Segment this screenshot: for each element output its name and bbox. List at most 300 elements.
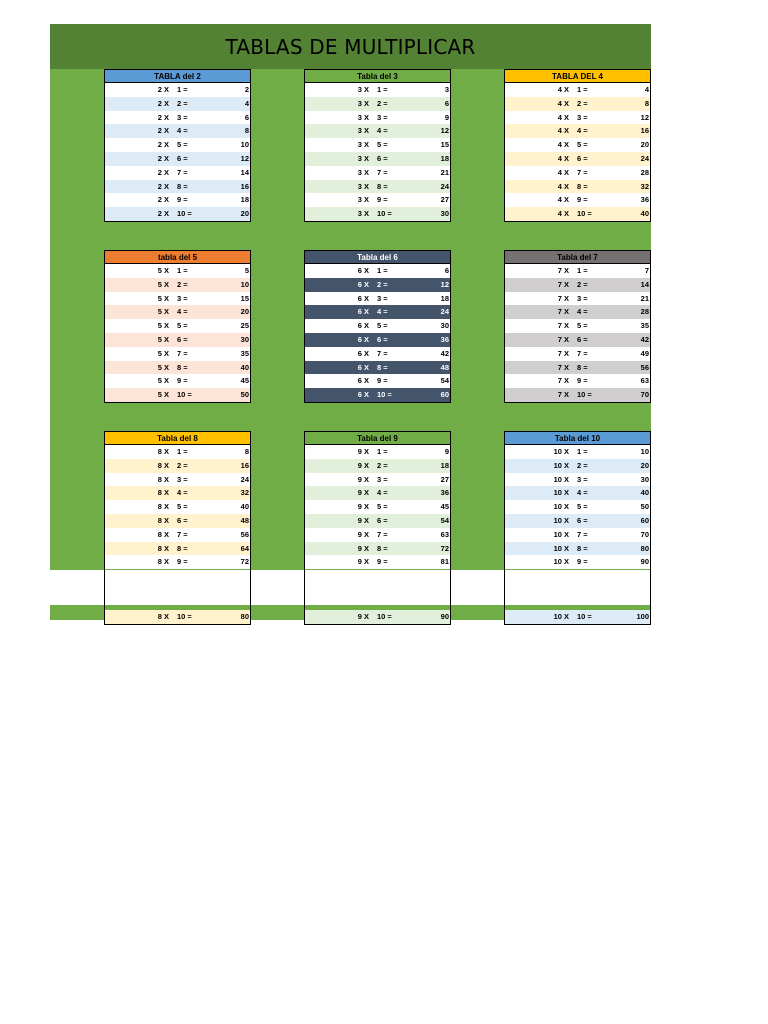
result-cell: 3 bbox=[444, 85, 449, 94]
multiplier-cell: 6 X bbox=[357, 334, 369, 344]
table-row bbox=[105, 180, 250, 194]
multiplier-cell: 5 X bbox=[157, 279, 169, 289]
multiplier-cell: 3 X bbox=[357, 126, 369, 136]
multiplier-cell: 4 X bbox=[557, 126, 569, 136]
multiplicand-cell: 3 = bbox=[577, 112, 588, 122]
multiplier-cell: 6 X bbox=[357, 293, 369, 303]
result-cell: 8 bbox=[244, 447, 249, 456]
table-row bbox=[505, 152, 650, 166]
multiplier-cell: 5 X bbox=[157, 266, 169, 275]
table-row bbox=[305, 500, 450, 514]
table-row bbox=[305, 278, 450, 292]
multiplicand-cell: 8 = bbox=[577, 181, 588, 191]
multiplicand-cell: 5 = bbox=[377, 140, 388, 150]
table-row bbox=[105, 193, 250, 207]
result-cell: 20 bbox=[640, 140, 649, 150]
multiplicand-cell: 2 = bbox=[377, 98, 388, 108]
multiplicand-cell: 9 = bbox=[577, 557, 588, 567]
table-row bbox=[505, 193, 650, 207]
result-cell: 16 bbox=[240, 460, 249, 470]
result-cell: 6 bbox=[244, 112, 249, 122]
multiplicand-cell: 8 = bbox=[377, 181, 388, 191]
multiplier-cell: 9 X bbox=[357, 557, 369, 567]
table-row bbox=[505, 486, 650, 500]
table-row bbox=[305, 138, 450, 152]
multiplicand-cell: 3 = bbox=[177, 293, 188, 303]
multiplier-cell: 8 X bbox=[157, 529, 169, 539]
table-row bbox=[505, 138, 650, 152]
result-cell: 90 bbox=[440, 612, 449, 622]
table-t6 bbox=[304, 250, 451, 403]
table-row bbox=[505, 305, 650, 319]
result-cell: 60 bbox=[440, 390, 449, 400]
multiplicand-cell: 1 = bbox=[377, 266, 388, 275]
multiplicand-cell: 4 = bbox=[177, 126, 188, 136]
table-row bbox=[105, 111, 250, 125]
result-cell: 40 bbox=[240, 362, 249, 372]
result-cell: 12 bbox=[440, 126, 449, 136]
result-cell: 15 bbox=[440, 140, 449, 150]
multiplicand-cell: 2 = bbox=[177, 460, 188, 470]
multiplier-cell: 3 X bbox=[357, 181, 369, 191]
multiplier-cell: 5 X bbox=[157, 348, 169, 358]
multiplier-cell: 2 X bbox=[157, 112, 169, 122]
multiplicand-cell: 9 = bbox=[377, 557, 388, 567]
table-row bbox=[305, 514, 450, 528]
multiplier-cell: 3 X bbox=[357, 153, 369, 163]
multiplier-cell: 4 X bbox=[557, 140, 569, 150]
result-cell: 42 bbox=[440, 348, 449, 358]
table-row bbox=[105, 542, 250, 556]
table-row bbox=[505, 374, 650, 388]
multiplier-cell: 7 X bbox=[557, 390, 569, 400]
table-row bbox=[105, 264, 250, 278]
result-cell: 30 bbox=[240, 334, 249, 344]
multiplicand-cell: 10 = bbox=[177, 612, 192, 622]
multiplicand-cell: 4 = bbox=[577, 126, 588, 136]
multiplier-cell: 6 X bbox=[357, 390, 369, 400]
table-row bbox=[505, 319, 650, 333]
result-cell: 20 bbox=[240, 307, 249, 317]
result-cell: 36 bbox=[640, 195, 649, 205]
multiplier-cell: 5 X bbox=[157, 334, 169, 344]
multiplier-cell: 10 X bbox=[553, 502, 569, 512]
multiplier-cell: 10 X bbox=[553, 447, 569, 456]
result-cell: 80 bbox=[240, 612, 249, 622]
result-cell: 40 bbox=[240, 502, 249, 512]
table-row bbox=[105, 292, 250, 306]
multiplicand-cell: 2 = bbox=[577, 279, 588, 289]
result-cell: 9 bbox=[444, 447, 449, 456]
result-cell: 63 bbox=[640, 376, 649, 386]
multiplier-cell: 2 X bbox=[157, 195, 169, 205]
table-row bbox=[505, 610, 650, 624]
table-row bbox=[505, 347, 650, 361]
multiplier-cell: 4 X bbox=[557, 195, 569, 205]
result-cell: 8 bbox=[644, 98, 649, 108]
multiplier-cell: 9 X bbox=[357, 612, 369, 622]
multiplier-cell: 3 X bbox=[357, 140, 369, 150]
multiplicand-cell: 7 = bbox=[577, 167, 588, 177]
table-row bbox=[305, 97, 450, 111]
result-cell: 4 bbox=[244, 98, 249, 108]
multiplier-cell: 2 X bbox=[157, 153, 169, 163]
result-cell: 50 bbox=[240, 390, 249, 400]
multiplicand-cell: 6 = bbox=[177, 153, 188, 163]
multiplier-cell: 10 X bbox=[553, 474, 569, 484]
result-cell: 18 bbox=[440, 293, 449, 303]
multiplier-cell: 7 X bbox=[557, 348, 569, 358]
result-cell: 20 bbox=[240, 209, 249, 219]
multiplier-cell: 2 X bbox=[157, 181, 169, 191]
multiplicand-cell: 10 = bbox=[577, 209, 592, 219]
result-cell: 6 bbox=[444, 266, 449, 275]
table-row bbox=[505, 333, 650, 347]
multiplier-cell: 6 X bbox=[357, 307, 369, 317]
result-cell: 18 bbox=[240, 195, 249, 205]
result-cell: 54 bbox=[440, 515, 449, 525]
table-row bbox=[105, 305, 250, 319]
table-row bbox=[505, 278, 650, 292]
multiplier-cell: 5 X bbox=[157, 321, 169, 331]
multiplicand-cell: 5 = bbox=[577, 140, 588, 150]
multiplicand-cell: 10 = bbox=[577, 612, 592, 622]
table-row bbox=[505, 166, 650, 180]
table-t8 bbox=[104, 431, 251, 625]
multiplier-cell: 7 X bbox=[557, 362, 569, 372]
result-cell: 30 bbox=[440, 321, 449, 331]
table-row bbox=[305, 207, 450, 221]
table-row bbox=[305, 473, 450, 487]
table-row bbox=[505, 459, 650, 473]
multiplicand-cell: 1 = bbox=[177, 85, 188, 94]
multiplier-cell: 10 X bbox=[553, 515, 569, 525]
multiplier-cell: 8 X bbox=[157, 502, 169, 512]
table-row bbox=[305, 166, 450, 180]
multiplicand-cell: 7 = bbox=[177, 167, 188, 177]
multiplicand-cell: 1 = bbox=[177, 447, 188, 456]
multiplier-cell: 8 X bbox=[157, 515, 169, 525]
multiplier-cell: 5 X bbox=[157, 376, 169, 386]
multiplier-cell: 10 X bbox=[553, 612, 569, 622]
result-cell: 40 bbox=[640, 488, 649, 498]
multiplicand-cell: 5 = bbox=[177, 321, 188, 331]
result-cell: 72 bbox=[440, 543, 449, 553]
result-cell: 18 bbox=[440, 460, 449, 470]
multiplicand-cell: 6 = bbox=[577, 515, 588, 525]
multiplicand-cell: 8 = bbox=[177, 362, 188, 372]
multiplicand-cell: 8 = bbox=[577, 362, 588, 372]
multiplicand-cell: 1 = bbox=[377, 85, 388, 94]
result-cell: 36 bbox=[440, 334, 449, 344]
table-row bbox=[505, 500, 650, 514]
table-row bbox=[305, 388, 450, 402]
result-cell: 49 bbox=[640, 348, 649, 358]
table-t9 bbox=[304, 431, 451, 625]
result-cell: 48 bbox=[240, 515, 249, 525]
multiplicand-cell: 9 = bbox=[377, 376, 388, 386]
result-cell: 10 bbox=[640, 447, 649, 456]
multiplier-cell: 4 X bbox=[557, 153, 569, 163]
multiplier-cell: 7 X bbox=[557, 334, 569, 344]
table-row bbox=[105, 388, 250, 402]
table-row bbox=[305, 347, 450, 361]
multiplicand-cell: 3 = bbox=[377, 474, 388, 484]
multiplier-cell: 2 X bbox=[157, 126, 169, 136]
result-cell: 14 bbox=[640, 279, 649, 289]
result-cell: 32 bbox=[640, 181, 649, 191]
multiplicand-cell: 4 = bbox=[577, 307, 588, 317]
multiplier-cell: 2 X bbox=[157, 209, 169, 219]
multiplicand-cell: 2 = bbox=[577, 98, 588, 108]
multiplicand-cell: 4 = bbox=[377, 488, 388, 498]
multiplier-cell: 8 X bbox=[157, 612, 169, 622]
result-cell: 5 bbox=[244, 266, 249, 275]
result-cell: 7 bbox=[644, 266, 649, 275]
table-row bbox=[105, 473, 250, 487]
result-cell: 70 bbox=[640, 529, 649, 539]
table-row bbox=[105, 138, 250, 152]
result-cell: 40 bbox=[640, 209, 649, 219]
table-t5 bbox=[104, 250, 251, 403]
multiplicand-cell: 6 = bbox=[577, 153, 588, 163]
table-row bbox=[105, 555, 250, 569]
table-row bbox=[105, 124, 250, 138]
multiplier-cell: 9 X bbox=[357, 474, 369, 484]
table-row bbox=[505, 207, 650, 221]
table-row bbox=[305, 445, 450, 459]
result-cell: 54 bbox=[440, 376, 449, 386]
multiplier-cell: 2 X bbox=[157, 167, 169, 177]
result-cell: 8 bbox=[244, 126, 249, 136]
multiplier-cell: 10 X bbox=[553, 557, 569, 567]
multiplier-cell: 2 X bbox=[157, 85, 169, 94]
multiplier-cell: 9 X bbox=[357, 543, 369, 553]
result-cell: 27 bbox=[440, 195, 449, 205]
table-row bbox=[305, 542, 450, 556]
multiplicand-cell: 4 = bbox=[377, 126, 388, 136]
multiplier-cell: 8 X bbox=[157, 557, 169, 567]
result-cell: 27 bbox=[440, 474, 449, 484]
multiplier-cell: 7 X bbox=[557, 266, 569, 275]
result-cell: 21 bbox=[640, 293, 649, 303]
multiplicand-cell: 5 = bbox=[577, 321, 588, 331]
multiplicand-cell: 2 = bbox=[177, 279, 188, 289]
multiplicand-cell: 7 = bbox=[577, 348, 588, 358]
result-cell: 35 bbox=[640, 321, 649, 331]
multiplier-cell: 6 X bbox=[357, 266, 369, 275]
multiplicand-cell: 3 = bbox=[377, 112, 388, 122]
multiplier-cell: 6 X bbox=[357, 376, 369, 386]
result-cell: 30 bbox=[440, 209, 449, 219]
table-row bbox=[305, 111, 450, 125]
table-row bbox=[505, 292, 650, 306]
table-row bbox=[105, 207, 250, 221]
table-row bbox=[505, 83, 650, 97]
table-row bbox=[105, 361, 250, 375]
table-row bbox=[105, 500, 250, 514]
multiplicand-cell: 5 = bbox=[377, 502, 388, 512]
result-cell: 21 bbox=[440, 167, 449, 177]
multiplicand-cell: 4 = bbox=[177, 488, 188, 498]
table-row bbox=[305, 193, 450, 207]
result-cell: 90 bbox=[640, 557, 649, 567]
table-row bbox=[105, 459, 250, 473]
multiplicand-cell: 7 = bbox=[377, 167, 388, 177]
multiplier-cell: 10 X bbox=[553, 488, 569, 498]
result-cell: 18 bbox=[440, 153, 449, 163]
table-row bbox=[105, 278, 250, 292]
table-row bbox=[305, 555, 450, 569]
result-cell: 64 bbox=[240, 543, 249, 553]
multiplicand-cell: 9 = bbox=[177, 557, 188, 567]
result-cell: 24 bbox=[440, 307, 449, 317]
multiplicand-cell: 4 = bbox=[577, 488, 588, 498]
multiplier-cell: 10 X bbox=[553, 460, 569, 470]
multiplier-cell: 6 X bbox=[357, 279, 369, 289]
table-header: Tabla del 7 bbox=[504, 250, 651, 264]
multiplier-cell: 8 X bbox=[157, 474, 169, 484]
table-row bbox=[305, 305, 450, 319]
multiplier-cell: 8 X bbox=[157, 488, 169, 498]
title-bar bbox=[50, 24, 651, 69]
multiplicand-cell: 6 = bbox=[377, 515, 388, 525]
table-row bbox=[105, 374, 250, 388]
result-cell: 24 bbox=[240, 474, 249, 484]
table-row bbox=[305, 292, 450, 306]
result-cell: 36 bbox=[440, 488, 449, 498]
multiplier-cell: 10 X bbox=[553, 529, 569, 539]
table-row bbox=[305, 319, 450, 333]
table-header: tabla del 5 bbox=[104, 250, 251, 264]
multiplier-cell: 7 X bbox=[557, 307, 569, 317]
result-cell: 56 bbox=[240, 529, 249, 539]
multiplier-cell: 4 X bbox=[557, 209, 569, 219]
multiplicand-cell: 10 = bbox=[577, 390, 592, 400]
multiplier-cell: 4 X bbox=[557, 112, 569, 122]
result-cell: 12 bbox=[240, 153, 249, 163]
multiplier-cell: 9 X bbox=[357, 515, 369, 525]
multiplicand-cell: 3 = bbox=[377, 293, 388, 303]
table-header: Tabla del 9 bbox=[304, 431, 451, 445]
table-row bbox=[505, 542, 650, 556]
result-cell: 70 bbox=[640, 390, 649, 400]
table-header: TABLA DEL 4 bbox=[504, 69, 651, 83]
result-cell: 56 bbox=[640, 362, 649, 372]
multiplier-cell: 2 X bbox=[157, 98, 169, 108]
result-cell: 2 bbox=[244, 85, 249, 94]
multiplicand-cell: 9 = bbox=[177, 195, 188, 205]
result-cell: 4 bbox=[644, 85, 649, 94]
table-row bbox=[505, 264, 650, 278]
result-cell: 24 bbox=[440, 181, 449, 191]
multiplicand-cell: 3 = bbox=[177, 112, 188, 122]
multiplicand-cell: 8 = bbox=[177, 543, 188, 553]
table-row bbox=[505, 555, 650, 569]
multiplicand-cell: 9 = bbox=[177, 376, 188, 386]
table-row bbox=[505, 361, 650, 375]
multiplicand-cell: 5 = bbox=[377, 321, 388, 331]
table-row bbox=[305, 374, 450, 388]
multiplicand-cell: 8 = bbox=[577, 543, 588, 553]
table-row bbox=[105, 83, 250, 97]
result-cell: 45 bbox=[440, 502, 449, 512]
result-cell: 25 bbox=[240, 321, 249, 331]
multiplier-cell: 8 X bbox=[157, 447, 169, 456]
multiplicand-cell: 9 = bbox=[577, 195, 588, 205]
result-cell: 28 bbox=[640, 307, 649, 317]
table-t4 bbox=[504, 69, 651, 222]
table-row bbox=[105, 152, 250, 166]
multiplicand-cell: 2 = bbox=[577, 460, 588, 470]
multiplier-cell: 7 X bbox=[557, 293, 569, 303]
table-row bbox=[105, 319, 250, 333]
multiplicand-cell: 9 = bbox=[377, 195, 388, 205]
multiplier-cell: 3 X bbox=[357, 85, 369, 94]
multiplier-cell: 9 X bbox=[357, 488, 369, 498]
multiplier-cell: 9 X bbox=[357, 529, 369, 539]
multiplicand-cell: 3 = bbox=[577, 293, 588, 303]
result-cell: 12 bbox=[640, 112, 649, 122]
table-header: Tabla del 3 bbox=[304, 69, 451, 83]
multiplier-cell: 6 X bbox=[357, 348, 369, 358]
result-cell: 80 bbox=[640, 543, 649, 553]
multiplicand-cell: 6 = bbox=[577, 334, 588, 344]
table-row bbox=[305, 361, 450, 375]
result-cell: 81 bbox=[440, 557, 449, 567]
table-row bbox=[505, 97, 650, 111]
multiplicand-cell: 9 = bbox=[577, 376, 588, 386]
table-row bbox=[505, 124, 650, 138]
multiplier-cell: 3 X bbox=[357, 98, 369, 108]
table-row bbox=[305, 459, 450, 473]
multiplicand-cell: 5 = bbox=[577, 502, 588, 512]
result-cell: 72 bbox=[240, 557, 249, 567]
result-cell: 30 bbox=[640, 474, 649, 484]
multiplicand-cell: 10 = bbox=[177, 390, 192, 400]
result-cell: 10 bbox=[240, 279, 249, 289]
multiplier-cell: 4 X bbox=[557, 181, 569, 191]
table-row bbox=[105, 166, 250, 180]
multiplier-cell: 4 X bbox=[557, 85, 569, 94]
multiplicand-cell: 4 = bbox=[177, 307, 188, 317]
result-cell: 32 bbox=[240, 488, 249, 498]
table-body bbox=[304, 445, 451, 625]
table-header: Tabla del 10 bbox=[504, 431, 651, 445]
table-body bbox=[504, 445, 651, 625]
multiplicand-cell: 7 = bbox=[177, 529, 188, 539]
multiplicand-cell: 1 = bbox=[577, 447, 588, 456]
table-row bbox=[305, 528, 450, 542]
table-row bbox=[505, 445, 650, 459]
multiplicand-cell: 4 = bbox=[377, 307, 388, 317]
table-header: TABLA del 2 bbox=[104, 69, 251, 83]
table-t7 bbox=[504, 250, 651, 403]
result-cell: 100 bbox=[636, 612, 649, 622]
table-row bbox=[105, 347, 250, 361]
result-cell: 50 bbox=[640, 502, 649, 512]
multiplier-cell: 5 X bbox=[157, 293, 169, 303]
multiplier-cell: 8 X bbox=[157, 460, 169, 470]
multiplier-cell: 9 X bbox=[357, 460, 369, 470]
table-row bbox=[505, 180, 650, 194]
multiplier-cell: 5 X bbox=[157, 362, 169, 372]
multiplier-cell: 3 X bbox=[357, 167, 369, 177]
table-row bbox=[505, 473, 650, 487]
result-cell: 45 bbox=[240, 376, 249, 386]
multiplier-cell: 7 X bbox=[557, 279, 569, 289]
multiplicand-cell: 8 = bbox=[377, 543, 388, 553]
